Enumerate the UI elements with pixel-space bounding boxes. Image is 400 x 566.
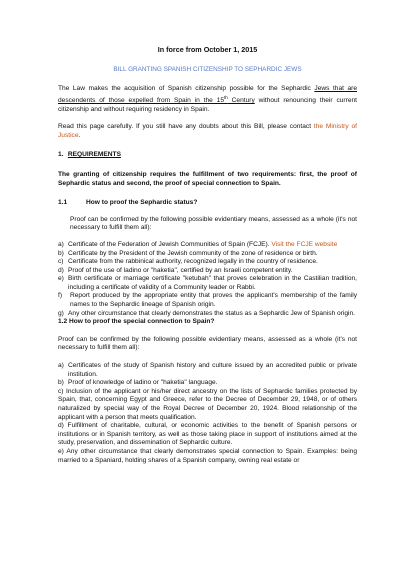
list-item-text: Report produced by the appropriate entity that proves the applicant's membership of the family names to the Sephardic lineage of Spanish origin. [70,292,357,309]
section-title: REQUIREMENTS [67,151,121,159]
list-item-text: Any other circumstance that clearly demonstrates the status as a Sephardic Jew of Spanish origin. [68,309,355,317]
subsection-1-1-heading [58,199,357,208]
connection-item-c: c) Inclusion of the applicant or his/her direct ancestry on the lists of Sephardic families protected by Spain, that, concerning Egypt and Greece, refer to the Decree of December 29, 1948, or of others naturalized by special way of the Royal Decree of December 20, 1924. Blood relationship of the applicant with a person that meets qualification. [58,387,357,421]
list-marker: b) [58,249,64,257]
subsection-number: 1.1 [58,199,68,207]
subsection-title: How to proof the Sephardic status? [86,199,198,207]
list-item-body: Certificate of the Federation of Jewish Communities of Spain (FCJE). [68,240,272,248]
connection-evidence-paragraphs [58,388,357,465]
list-item [58,267,357,276]
subsection-1-2-intro: Proof can be confirmed by the following possible evidentiary means, assessed as a whole (it's not necessary to fulfill them all): [58,335,357,352]
sephardic-jews-link-text: Jews that are descendents of those expelled from Spain in the 15 [58,85,357,104]
bill-title: BILL GRANTING SPANISH CITIZENSHIP TO SEPHARDIC JEWS [113,65,302,73]
subsection-1-2-heading: 1.2 How to proof the special connection to Spain? [58,318,215,326]
sephardic-jews-link-text-end: Century [227,96,255,104]
list-item [58,250,357,259]
fcje-website-link[interactable]: Visit the FCJE website [271,240,338,248]
intro-text-start: The Law makes the acquisition of Spanish citizenship possible for the Sephardic [58,85,315,93]
list-marker: f) [58,292,63,300]
list-item [58,241,357,250]
list-item-text: Birth certificate or marriage certificate "ketubah" that proves celebration in the Castilian tradition, including a certificate of validity of a Community leader or Rabbi. [68,275,357,291]
subsection-1-1-intro: Proof can be confirmed by the following possible evidentiary means, assessed as a whole (it's not necessary to fulfill them all): [70,215,357,232]
list-marker: a) [58,240,64,248]
ministry-of-justice-link[interactable]: the Ministry of Justice [58,123,357,139]
section-number: 1. [58,151,64,159]
connection-item-e: e) Any other circumstance that clearly demonstrates special connection to Spain. Examples: being married to a Spaniard, holding shares of a Spanish company, owning real estate or [58,447,357,464]
intro-text-end: without renouncing their current citizenship and without requiring residency in Spain. [58,96,357,113]
list-item [58,275,357,292]
contact-text-end: . [78,131,81,139]
requirements-lead: The granting of citizenship requires the fulfillment of two requirements: first, the proof of Sephardic status and second, the proof of special connection to Spain. [58,170,357,187]
list-item [58,258,357,267]
list-item [58,292,357,309]
in-force-heading: In force from October 1, 2015 [157,45,258,54]
century-superscript: th [223,94,228,100]
section-requirements-heading [58,151,357,160]
intro-paragraph [58,85,357,114]
contact-text: Read this page carefully. If you still have any doubts about this Bill, please contact [58,123,314,131]
list-item [58,379,357,388]
list-item-text: Proof of knowledge of ladino or "haketia" language. [68,379,218,387]
list-item-text: Certificates of the study of Spanish history and culture issued by an accredited public or private institution. [68,362,357,378]
list-marker: b) [58,379,64,387]
list-item-text: Certificate by the President of the Jewish community of the zone of residence or birth. [68,249,318,257]
list-item-text [68,241,357,250]
connection-evidence-list [58,362,357,388]
list-marker: a) [58,362,64,370]
list-item-text: Certificate from the rabbinical authority, recognized legally in the country of residence. [68,258,318,266]
contact-paragraph [58,123,357,140]
list-item-text: Proof of the use of ladino or "haketia", certified by an Israeli competent entity. [68,266,293,274]
sephardic-evidence-list [58,241,357,318]
list-marker: g) [58,309,64,317]
list-marker: d) [58,266,64,274]
list-item [58,362,357,379]
connection-item-d: d) Fulfillment of charitable, cultural, or economic activities to the benefit of Spanish persons or institutions or in Spanish territory, as well as those taking place in support of institutions aimed at the study, preservation, and dissemination of Sephardic culture. [58,422,357,447]
list-marker: e) [58,275,64,283]
list-marker: c) [58,258,64,266]
list-item [58,310,357,319]
